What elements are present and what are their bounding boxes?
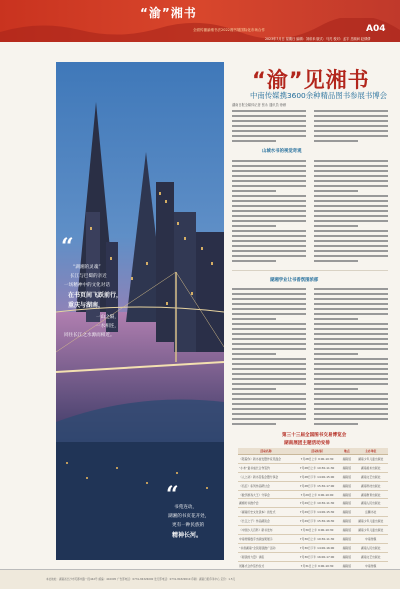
- article-subheadline: 中南传媒携3600余种精品图书参展书博会: [250, 91, 388, 100]
- text-line: [314, 205, 388, 207]
- quote1-line: 重庆与湖南，: [68, 302, 105, 309]
- text-line: [232, 110, 306, 112]
- text-line: [314, 303, 388, 305]
- text-line: [232, 418, 306, 420]
- table-cell: 中南传媒数字出版成果展示: [238, 535, 294, 544]
- table-title: 第三十三届全国图书交易博览会: [282, 433, 347, 438]
- text-line: [232, 423, 276, 425]
- table-row: [238, 455, 388, 464]
- table-cell: 《中国少儿百科》新书发布: [238, 526, 294, 535]
- table-cell: 湖南人民出版社: [353, 499, 388, 508]
- text-line: [314, 115, 388, 117]
- text-line: [314, 363, 388, 365]
- text-line: [314, 343, 388, 345]
- divider: [232, 270, 388, 271]
- text-line: [314, 423, 358, 425]
- text-line: [232, 250, 306, 252]
- text-line: [232, 185, 306, 187]
- table-row: [238, 526, 388, 535]
- text-line: [314, 245, 388, 247]
- text-line: [314, 175, 388, 177]
- table-cell: 7月28日上午 10:30-11:30: [294, 463, 340, 472]
- quote-mark: “: [166, 482, 179, 508]
- body-text-column: [314, 288, 388, 428]
- text-line: [314, 140, 358, 142]
- table-cell: 《阅读的力量》讲座: [238, 552, 294, 561]
- table-row: [238, 481, 388, 490]
- table-cell: 7月29日上午 10:30-11:30: [294, 499, 340, 508]
- quote1-line: “湖湘的灵魂”: [73, 265, 101, 270]
- table-cell: 湖南少年儿童出版社: [353, 526, 388, 535]
- table-cell: 湖南文艺出版社: [353, 552, 388, 561]
- table-row: [238, 499, 388, 508]
- text-line: [232, 408, 306, 410]
- text-line: [314, 398, 388, 400]
- table-cell: 湖南馆: [340, 543, 353, 552]
- text-line: [314, 418, 388, 420]
- text-line: [232, 260, 276, 262]
- text-line: [232, 195, 306, 197]
- text-line: [314, 378, 388, 380]
- page-number: A04: [366, 24, 386, 34]
- table-subtitle: 湖南展团主题活动安排: [284, 441, 330, 446]
- text-line: [314, 235, 388, 237]
- table-cell: 湖南科技出版社: [353, 481, 388, 490]
- table-cell: 7月31日上午 9:00-10:30: [294, 561, 340, 570]
- text-line: [232, 225, 276, 227]
- text-line: [232, 140, 276, 142]
- text-line: [314, 338, 388, 340]
- text-line: [232, 288, 306, 290]
- text-line: [314, 288, 388, 290]
- table-cell: 7月28日下午 15:30-17:00: [294, 481, 340, 490]
- table-cell: 湖南馆: [340, 508, 353, 517]
- table-row: [238, 552, 388, 561]
- table-cell: 7月28日下午 14:00-15:00: [294, 472, 340, 481]
- quote1-line: 长江与巴蜀的亲近: [70, 274, 107, 279]
- text-line: [232, 190, 276, 192]
- table-cell: 7月30日下午 16:00-17:00: [294, 552, 340, 561]
- text-line: [232, 160, 306, 162]
- table-cell: “小布”童书成长合作签约: [238, 463, 294, 472]
- table-cell: 湖南馆: [340, 499, 353, 508]
- quote-mark: “: [61, 234, 74, 260]
- text-line: [232, 245, 306, 247]
- chongqing-skyline-image: [56, 62, 224, 560]
- text-line: [232, 235, 306, 237]
- text-line: [314, 373, 388, 375]
- table-cell: 《湖南历史文化读本》首发式: [238, 508, 294, 517]
- table-row: [238, 490, 388, 499]
- text-line: [232, 255, 306, 257]
- table-cell: 湖南馆: [340, 535, 353, 544]
- table-cell: 湖南人民出版社: [353, 543, 388, 552]
- text-line: [232, 210, 306, 212]
- table-cell: 7月29日上午 9:00-10:00: [294, 490, 340, 499]
- text-line: [314, 125, 388, 127]
- body-text-column: [314, 110, 388, 145]
- table-cell: 《数学游戏大王》分享会: [238, 490, 294, 499]
- date-line: 2023年7月日 星期日 编辑：刘帝米 版式：马芃 校对：孟宇 总顾问 赵倩倩: [265, 37, 371, 41]
- text-line: [232, 313, 306, 315]
- table-row: [238, 517, 388, 526]
- column-header: 活动时间: [294, 448, 340, 455]
- text-line: [314, 368, 388, 370]
- text-line: [232, 413, 306, 415]
- text-line: [314, 225, 358, 227]
- column-header: 主办单位: [353, 448, 388, 455]
- text-line: [314, 313, 388, 315]
- masthead-banner: [0, 0, 400, 42]
- column-header: 活动名称: [238, 448, 294, 455]
- text-line: [314, 135, 388, 137]
- text-line: [232, 388, 276, 390]
- text-line: [314, 413, 388, 415]
- table-cell: 湖南美术出版社: [353, 463, 388, 472]
- text-line: [232, 373, 306, 375]
- table-cell: 湖南少年儿童出版社: [353, 455, 388, 464]
- text-line: [314, 185, 388, 187]
- text-line: [232, 170, 306, 172]
- table-cell: 湖湘好书推介会: [238, 499, 294, 508]
- quote2-line: 湖湘的书页花开处，: [168, 514, 210, 519]
- text-line: [314, 298, 388, 300]
- text-line: [314, 293, 388, 295]
- text-line: [314, 210, 388, 212]
- quote1-line: 同住长江之水源而相近。: [64, 333, 115, 338]
- text-line: [314, 403, 388, 405]
- text-line: [314, 130, 388, 132]
- table-row: [238, 543, 388, 552]
- quote1-line: 一场精神中的文化对话: [64, 283, 110, 288]
- text-line: [232, 343, 306, 345]
- text-line: [232, 230, 306, 232]
- column-header: 地点: [340, 448, 353, 455]
- text-line: [232, 165, 306, 167]
- text-line: [232, 348, 306, 350]
- text-line: [232, 353, 276, 355]
- quote1-line: 在书页间飞跃前行，: [68, 292, 123, 299]
- text-line: [232, 328, 306, 330]
- text-line: [314, 383, 388, 385]
- text-line: [232, 358, 306, 360]
- text-line: [232, 215, 306, 217]
- text-line: [314, 165, 388, 167]
- table-row: [238, 508, 388, 517]
- table-cell: 湖南少年儿童出版社: [353, 517, 388, 526]
- table-cell: 《陪着你》新书首发暨作家见面会: [238, 455, 294, 464]
- text-line: [232, 378, 306, 380]
- table-row: [238, 535, 388, 544]
- quote2-line: 精神长河。: [172, 532, 203, 539]
- table-cell: 湖南文艺出版社: [353, 472, 388, 481]
- column-subtitle: 全面传播渝湘书法2022湘书展国际化市场合作: [193, 28, 265, 32]
- table-body: [238, 455, 388, 571]
- section-heading: 湖湘学业让书香氛围浓郁: [270, 278, 319, 283]
- text-line: [314, 160, 388, 162]
- text-line: [232, 333, 306, 335]
- text-line: [314, 110, 388, 112]
- text-line: [232, 115, 306, 117]
- article-headline: “渝”见湘书: [252, 68, 370, 92]
- text-line: [314, 195, 388, 197]
- text-line: [232, 303, 306, 305]
- article-byline: 湖南日报全媒体记者 张永 通讯员 徐雁: [232, 103, 287, 107]
- text-line: [232, 383, 306, 385]
- table-cell: 7月29日下午 14:00-15:30: [294, 508, 340, 517]
- footer-text: 本社地址：湖南省长沙市芙蓉中路一段442号 邮编：410005 广告部电话：0731-84326000 发行部电话：0731-84329010 印刷：湖南日报印务中心 定价：1.5元: [46, 578, 236, 581]
- text-line: [232, 175, 306, 177]
- text-line: [314, 180, 388, 182]
- text-line: [314, 393, 388, 395]
- text-line: [314, 358, 388, 360]
- text-line: [232, 130, 306, 132]
- text-line: [314, 120, 388, 122]
- table-cell: 中南传媒: [353, 535, 388, 544]
- text-line: [314, 323, 388, 325]
- table-cell: 湖南馆: [340, 517, 353, 526]
- table-cell: 7月30日下午 14:00-16:00: [294, 543, 340, 552]
- table-cell: 湖南馆: [340, 490, 353, 499]
- text-line: [232, 125, 306, 127]
- table-cell: 湖南馆: [340, 526, 353, 535]
- text-line: [232, 180, 306, 182]
- quote1-line: 一山之隔，: [96, 315, 119, 320]
- text-line: [314, 348, 388, 350]
- body-text-column: [232, 288, 306, 428]
- text-line: [314, 250, 388, 252]
- table-cell: 7月29日下午 15:30-16:30: [294, 517, 340, 526]
- text-line: [232, 308, 306, 310]
- text-line: [232, 120, 306, 122]
- table-cell: 岳麓书社: [353, 508, 388, 517]
- column-title: “渝”湘书: [140, 6, 197, 20]
- body-text-column: [232, 110, 306, 145]
- text-line: [314, 408, 388, 410]
- quote1-line: 一水相连，: [96, 324, 119, 329]
- table-cell: 《人之初》新书签售会暨分享会: [238, 472, 294, 481]
- table-cell: “书香湖南”全民阅读推广活动: [238, 543, 294, 552]
- quote2-line: 书苑连动，: [174, 505, 197, 510]
- body-text-column: [314, 160, 388, 265]
- table-cell: 湖南教育出版社: [353, 490, 388, 499]
- text-line: [232, 368, 306, 370]
- text-line: [314, 230, 388, 232]
- city-night-photo: [56, 62, 224, 560]
- text-line: [314, 388, 358, 390]
- table-cell: 闭幕式合作签约仪式: [238, 561, 294, 570]
- text-line: [232, 403, 306, 405]
- text-line: [232, 298, 306, 300]
- text-line: [314, 215, 388, 217]
- text-line: [232, 240, 306, 242]
- text-line: [314, 220, 388, 222]
- text-line: [232, 393, 306, 395]
- table-cell: 湖南馆: [340, 561, 353, 570]
- event-schedule-table: [238, 448, 388, 571]
- table-cell: 7月28日上午 9:00-10:30: [294, 455, 340, 464]
- table-cell: 7月30日上午 10:30-11:30: [294, 535, 340, 544]
- text-line: [232, 200, 306, 202]
- text-line: [314, 328, 388, 330]
- table-cell: 7月30日上午 9:00-10:30: [294, 526, 340, 535]
- table-cell: 湖南馆: [340, 552, 353, 561]
- table-cell: 《名匠》系列作品研讨会: [238, 481, 294, 490]
- text-line: [314, 353, 358, 355]
- text-line: [232, 293, 306, 295]
- section-heading: 山城水书的视觉奇观: [262, 149, 302, 154]
- table-cell: 湖南馆: [340, 481, 353, 490]
- page-footer: [0, 569, 400, 589]
- table-cell: 《长江之子》作品朗读会: [238, 517, 294, 526]
- text-line: [232, 318, 276, 320]
- text-line: [314, 308, 388, 310]
- text-line: [314, 190, 358, 192]
- text-line: [314, 255, 388, 257]
- text-line: [314, 200, 388, 202]
- text-line: [232, 398, 306, 400]
- text-line: [314, 240, 388, 242]
- quote2-line: 更有一种民族的: [172, 523, 205, 528]
- table-cell: 中南传媒: [353, 561, 388, 570]
- text-line: [232, 205, 306, 207]
- text-line: [232, 363, 306, 365]
- table-row: [238, 472, 388, 481]
- text-line: [232, 338, 306, 340]
- table-cell: 湖南馆: [340, 463, 353, 472]
- text-line: [232, 220, 306, 222]
- table-cell: 湖南馆: [340, 455, 353, 464]
- text-line: [314, 318, 358, 320]
- body-text-column: [232, 160, 306, 265]
- text-line: [232, 135, 306, 137]
- table-cell: 湖南馆: [340, 472, 353, 481]
- text-line: [314, 333, 388, 335]
- text-line: [232, 323, 306, 325]
- text-line: [314, 260, 358, 262]
- table-row: [238, 463, 388, 472]
- text-line: [314, 170, 388, 172]
